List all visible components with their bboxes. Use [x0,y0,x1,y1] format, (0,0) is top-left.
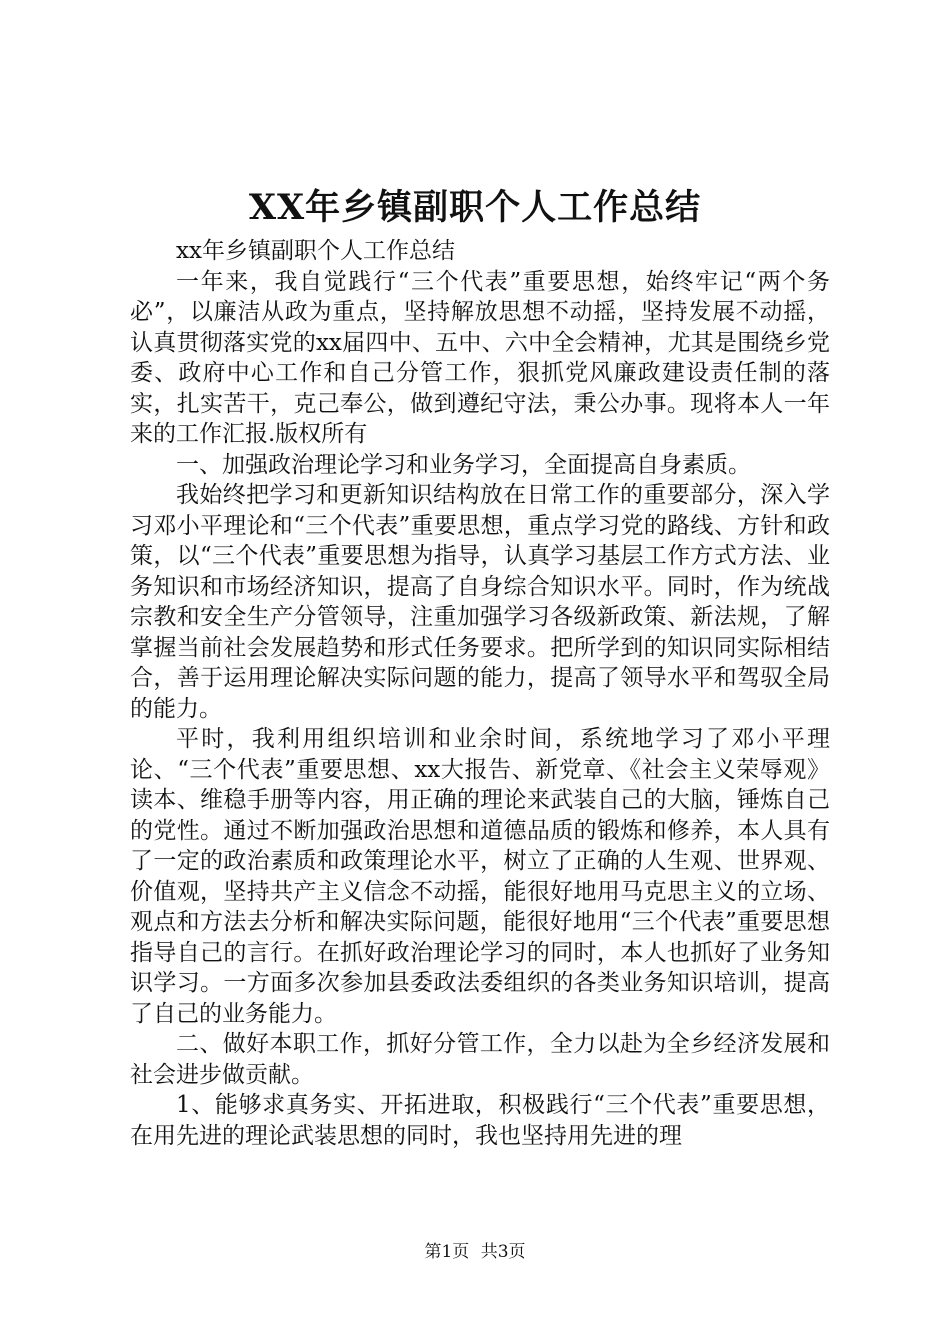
document-body [130,236,830,1151]
paragraph-study: 我始终把学习和更新知识结构放在日常工作的重要部分，深入学习邓小平理论和“三个代表”重要思想，重点学习党的路线、方针和政策，以“三个代表”重要思想为指导，认真学习基层工作方式方法、业务知识和市场经济知识，提高了自身综合知识水平。同时，作为统战宗教和安全生产分管领导，注重加强学习各级新政策、新法规，了解掌握当前社会发展趋势和形式任务要求。把所学到的知识同实际相结合，善于运用理论解决实际问题的能力，提高了领导水平和驾驭全局的能力。 [130,482,830,722]
section-heading-1: 一、加强政治理论学习和业务学习，全面提高自身素质。 [176,451,751,478]
page-number: 第1页 [424,1242,470,1262]
document-title: XX年乡镇副职个人工作总结 [248,187,702,228]
page-total: 共3页 [480,1242,526,1262]
page-footer [0,1240,950,1264]
section-heading-2: 二、做好本职工作，抓好分管工作，全力以赴为全乡经济发展和社会进步做贡献。 [130,1031,830,1088]
paragraph-theory: 平时，我利用组织培训和业余时间，系统地学习了邓小平理论、“三个代表”重要思想、xx大报告、新党章、《社会主义荣辱观》读本、维稳手册等内容，用正确的理论来武装自己的大脑，锤炼自己的党性。通过不断加强政治思想和道德品质的锻炼和修养，本人具有了一定的政治素质和政策理论水平，树立了正确的人生观、世界观、价值观，坚持共产主义信念不动摇，能很好地用马克思主义的立场、观点和方法去分析和解决实际问题，能很好地用“三个代表”重要思想指导自己的言行。在抓好政治理论学习的同时，本人也抓好了业务知识学习。一方面多次参加县委政法委组织的各类业务知识培训，提高了自己的业务能力。 [130,726,830,1027]
paragraph-item-1: 1、能够求真务实、开拓进取，积极践行“三个代表”重要思想，在用先进的理论武装思想的同时，我也坚持用先进的理 [130,1092,830,1149]
paragraph-intro: 一年来，我自觉践行“三个代表”重要思想，始终牢记“两个务必”，以廉洁从政为重点，坚持解放思想不动摇，坚持发展不动摇，认真贯彻落实党的xx届四中、五中、六中全会精神，尤其是围绕乡党委、政府中心工作和自己分管工作，狠抓党风廉政建设责任制的落实，扎实苦干，克己奉公，做到遵纪守法，秉公办事。现将本人一年来的工作汇报.版权所有 [130,268,830,447]
document-subtitle: xx年乡镇副职个人工作总结 [176,238,455,264]
